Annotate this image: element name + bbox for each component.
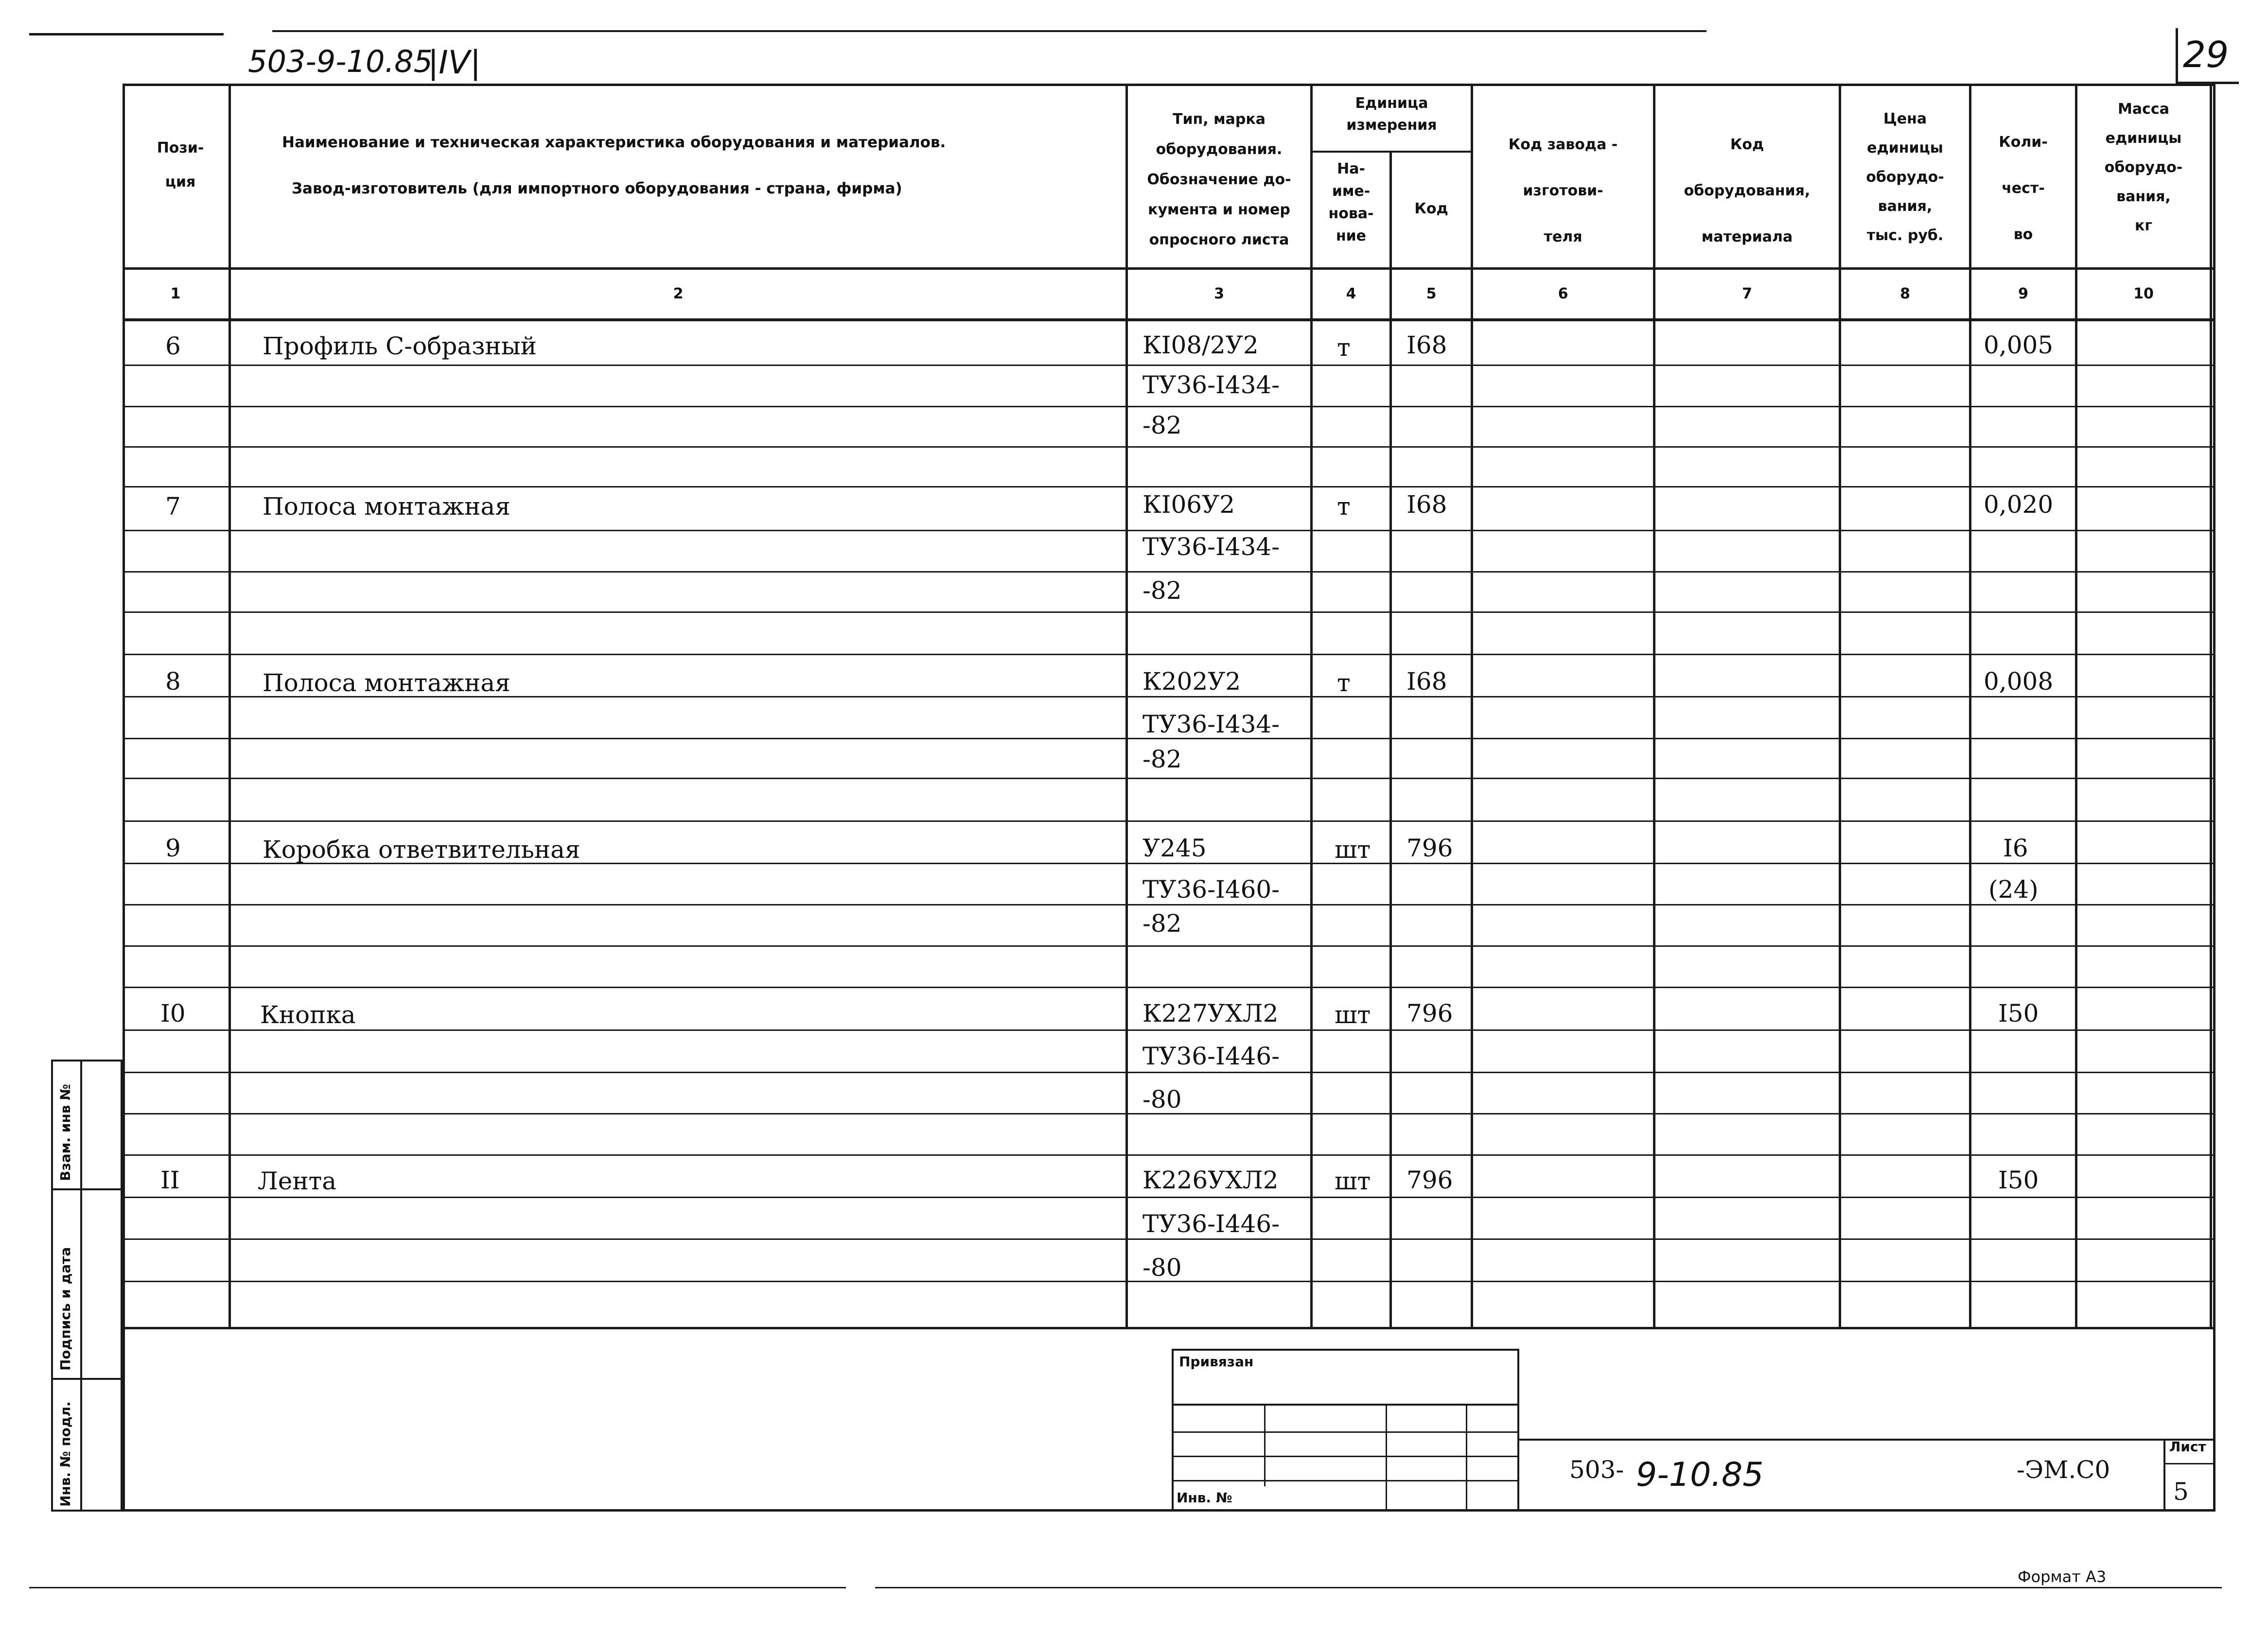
side-label-vzam: Взам. инв № <box>57 1084 73 1181</box>
col-line-7 <box>1839 84 1841 1328</box>
list-box-line <box>2163 1463 2215 1464</box>
colnum-bottom-line <box>123 318 2215 321</box>
item-quantity-extra: (24) <box>1988 875 2039 904</box>
list-value: 5 <box>2173 1478 2189 1506</box>
item-type: КI06У2 <box>1143 490 1235 519</box>
title-block-top <box>1519 1439 2215 1441</box>
top-roman-mark: |IV| <box>428 44 481 81</box>
item-position: 7 <box>165 492 181 521</box>
doc-code-prefix: 503- <box>1569 1456 1624 1484</box>
item-quantity: 0,008 <box>1984 667 2054 696</box>
row-line <box>123 820 2215 822</box>
item-type: К227УХЛ2 <box>1143 999 1279 1027</box>
header-factory-code: Код завода - изготови- теля <box>1508 136 1618 245</box>
item-type-doc: ТУ36-I460- <box>1143 875 1280 904</box>
row-line <box>123 1238 2215 1240</box>
item-type-doc-suffix: -80 <box>1143 1085 1182 1114</box>
row-line <box>123 406 2215 407</box>
privyazan-label: Привязан <box>1179 1354 1254 1370</box>
item-unit: шт <box>1335 1001 1371 1029</box>
header-quantity: Коли- чест- во <box>1999 134 2048 243</box>
header-type: Тип, марка оборудования. Обозначение до- кумента и номер опросного листа <box>1147 111 1291 248</box>
stamp-vline <box>1466 1404 1467 1512</box>
item-name: Коробка ответвительная <box>263 835 580 864</box>
col-line-3 <box>1310 84 1313 1328</box>
item-quantity: 0,020 <box>1984 490 2054 519</box>
item-name: Профиль С-образный <box>263 332 537 360</box>
list-box-divider <box>2163 1439 2165 1512</box>
header-unit-name: На- име- нова- ние <box>1328 160 1374 244</box>
item-type: К226УХЛ2 <box>1143 1166 1279 1194</box>
table-bottom-line <box>123 1327 2215 1329</box>
col-line-2 <box>1125 84 1128 1328</box>
row-line <box>123 611 2215 613</box>
header-bottom-line <box>123 267 2215 270</box>
item-quantity: I50 <box>1998 999 2039 1027</box>
col-line-1 <box>229 84 231 1328</box>
item-type-doc-suffix: -80 <box>1143 1253 1182 1282</box>
col-line-10 <box>2210 84 2212 1328</box>
colnum-8: 8 <box>1900 285 1910 302</box>
item-type-doc: ТУ36-I434- <box>1143 710 1280 738</box>
top-edge-line-2 <box>272 30 1706 32</box>
header-name-line2: Завод-изготовитель (для импортного оборудования - страна, фирма) <box>292 180 902 197</box>
item-unit-code: 796 <box>1407 1166 1453 1194</box>
item-unit-code: I68 <box>1407 331 1447 359</box>
item-position: 9 <box>165 834 181 862</box>
row-line <box>123 1197 2215 1198</box>
top-edge-line <box>29 33 224 35</box>
side-strip-line <box>51 1378 123 1380</box>
header-position: Пози- ция <box>157 139 204 191</box>
item-name: Кнопка <box>260 1001 356 1029</box>
item-name: Полоса монтажная <box>263 492 510 521</box>
doc-suffix: -ЭМ.С0 <box>2017 1456 2110 1484</box>
item-unit-code: 796 <box>1407 999 1453 1027</box>
item-type-doc-suffix: -82 <box>1143 576 1182 605</box>
item-position: 8 <box>165 667 181 696</box>
item-type-doc: ТУ36-I446- <box>1143 1210 1280 1238</box>
item-quantity: 0,005 <box>1984 331 2054 359</box>
item-unit: шт <box>1335 1167 1371 1195</box>
item-name: Полоса монтажная <box>263 669 510 697</box>
side-strip-line <box>51 1188 123 1190</box>
row-line <box>123 486 2215 487</box>
item-type-doc: ТУ36-I434- <box>1143 371 1280 399</box>
row-line <box>123 987 2215 988</box>
item-position: 6 <box>165 332 181 360</box>
header-price: Цена единицы оборудо- вания, тыс. руб. <box>1866 110 1944 244</box>
row-line <box>123 365 2215 366</box>
row-line <box>123 904 2215 905</box>
item-type-doc-suffix: -82 <box>1143 745 1182 773</box>
colnum-1: 1 <box>170 285 181 302</box>
item-unit: т <box>1337 669 1351 697</box>
header-equipment-code: Код оборудования, материала <box>1684 136 1811 245</box>
item-unit: т <box>1337 492 1351 521</box>
top-document-code: 503-9-10.85 <box>248 44 433 79</box>
stamp-vline <box>1386 1404 1387 1512</box>
item-name: Лента <box>258 1167 337 1195</box>
list-label: Лист <box>2169 1439 2206 1455</box>
item-type-doc: ТУ36-I446- <box>1143 1042 1280 1070</box>
item-type-doc-suffix: -82 <box>1143 411 1182 439</box>
item-type: У245 <box>1143 834 1207 862</box>
item-unit-code: I68 <box>1407 490 1447 519</box>
colnum-2: 2 <box>673 285 684 302</box>
colnum-3: 3 <box>1214 285 1224 302</box>
colnum-10: 10 <box>2133 285 2154 302</box>
colnum-7: 7 <box>1742 285 1752 302</box>
header-name-line1: Наименование и техническая характеристика оборудования и материалов. <box>282 134 946 151</box>
row-line <box>123 1154 2215 1156</box>
format-label: Формат А3 <box>2018 1567 2107 1586</box>
side-label-inv-podl: Инв. № подл. <box>57 1401 73 1507</box>
col-line-8 <box>1969 84 1971 1328</box>
unit-split-line <box>1313 151 1473 153</box>
row-line <box>123 1029 2215 1031</box>
item-quantity: I50 <box>1998 1166 2039 1194</box>
row-line <box>123 530 2215 531</box>
item-quantity: I6 <box>2003 834 2028 862</box>
col-line-4 <box>1389 151 1392 1328</box>
header-unit-code: Код <box>1414 200 1448 217</box>
item-type: КI08/2У2 <box>1143 331 1259 359</box>
colnum-6: 6 <box>1558 285 1568 302</box>
item-type-doc-suffix: -82 <box>1143 909 1182 938</box>
col-line-9 <box>2075 84 2077 1328</box>
item-unit-code: 796 <box>1407 834 1453 862</box>
item-type-doc: ТУ36-I434- <box>1143 533 1280 561</box>
item-unit-code: I68 <box>1407 667 1447 696</box>
row-line <box>123 571 2215 573</box>
row-line <box>123 778 2215 779</box>
row-line <box>123 1072 2215 1073</box>
row-line <box>123 945 2215 947</box>
bottom-edge-line <box>29 1587 846 1588</box>
col-line-5 <box>1471 84 1473 1328</box>
side-label-podpis: Подпись и дата <box>57 1247 73 1371</box>
stamp-vline <box>1264 1404 1266 1486</box>
inv-no-label: Инв. № <box>1177 1490 1232 1506</box>
row-line <box>123 654 2215 655</box>
item-position: I0 <box>160 999 186 1027</box>
doc-code-hand: 9-10.85 <box>1636 1456 1764 1494</box>
colnum-9: 9 <box>2018 285 2028 302</box>
side-strip-divider <box>80 1060 82 1512</box>
item-unit: шт <box>1335 835 1371 864</box>
corner-sheet-number: 29 <box>2183 34 2229 76</box>
col-line-6 <box>1653 84 1655 1328</box>
item-position: II <box>160 1166 180 1194</box>
row-line <box>123 446 2215 448</box>
colnum-5: 5 <box>1426 285 1437 302</box>
item-unit: т <box>1337 333 1351 362</box>
colnum-4: 4 <box>1346 285 1356 302</box>
item-type: К202У2 <box>1143 667 1241 696</box>
header-mass: Масса единицы оборудо- вания, кг <box>2104 101 2183 234</box>
bottom-edge-line-2 <box>875 1587 2222 1588</box>
header-unit: Единица измерения <box>1346 95 1437 134</box>
